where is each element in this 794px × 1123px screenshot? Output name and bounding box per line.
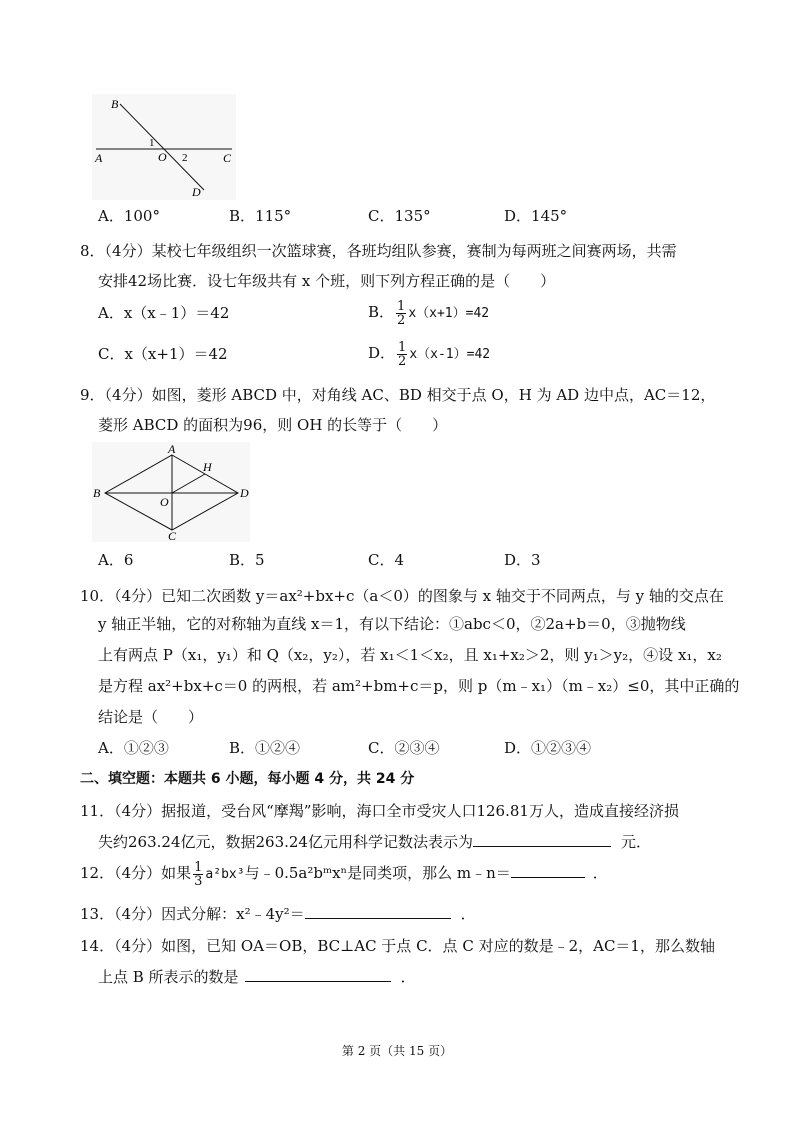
q14-answer-blank[interactable] [245, 968, 391, 982]
q9-option-d: D．3 [504, 551, 541, 569]
q12-end: ． [592, 864, 608, 882]
q8-option-a: A．x（x﹣1）＝42 [98, 304, 230, 322]
segment-oh [172, 474, 205, 493]
q10-option-d: D．①②③④ [504, 739, 592, 757]
fraction-numerator: 1 [397, 298, 406, 314]
label-h: H [203, 460, 212, 474]
label-d: D [240, 486, 249, 500]
fraction-denominator: 2 [397, 312, 406, 328]
q10-line-3: 上有两点 P（x₁，y₁）和 Q（x₂，y₂），若 x₁＜1＜x₂，且 x₁+x₂＞2，则 y₁＞y₂，④设 x₁，x₂ [98, 646, 722, 664]
q8-option-b [368, 297, 489, 329]
q12-mono-expr: a²bx³ [205, 867, 245, 882]
q9-line-1: 9．（4分）如图，菱形 ABCD 中，对角线 AC、BD 相交于点 O，H 为 AD 边中点，AC＝12， [80, 386, 716, 404]
q10-option-c: C．②③④ [368, 739, 440, 757]
q8-line-2: 安排42场比赛．设七年级共有 x 个班，则下列方程正确的是（ ） [98, 272, 556, 290]
label-c: C [223, 151, 232, 165]
q10-line-2: y 轴正半轴，它的对称轴为直线 x＝1，有以下结论：①abc＜0，②2a+b＝0，③抛物线 [98, 615, 686, 633]
q14-end: ． [400, 968, 416, 986]
q8-option-c: C．x（x+1）＝42 [98, 345, 228, 363]
q10-option-a: A．①②③ [98, 739, 169, 757]
q10-line-5: 结论是（ ） [98, 708, 204, 726]
line-bd [120, 104, 204, 190]
q8-option-b-fraction [396, 300, 406, 327]
q9-figure [92, 442, 250, 542]
q8-line-1: 8．（4分）某校七年级组织一次篮球赛，各班均组队参赛，赛制为每两班之间赛两场，共需 [80, 242, 677, 260]
q7-figure [92, 94, 236, 200]
fraction-numerator: 1 [398, 339, 407, 355]
q9-line-2: 菱形 ABCD 的面积为96，则 OH 的长等于（ ） [98, 416, 448, 434]
q9-option-b: B．5 [229, 551, 265, 569]
section-2-title: 二、填空题：本题共 6 小题，每小题 4 分，共 24 分 [80, 771, 415, 787]
label-b: B [93, 486, 101, 500]
q12-line [80, 858, 608, 890]
q8-option-b-expr: x（x+1）=42 [408, 306, 490, 321]
q11-line-1: 11．（4分）据报道，受台风“摩羯”影响，海口全市受灾人口126.81万人，造成直接经济损 [80, 802, 679, 820]
q12-middle: 与﹣0.5a²bᵐxⁿ是同类项，那么 m﹣n＝ [244, 864, 511, 882]
fraction-denominator: 2 [398, 353, 407, 369]
label-o: O [160, 495, 169, 509]
fraction-numerator: 1 [194, 859, 203, 875]
q8-option-d [368, 338, 490, 370]
q14-line-1: 14．（4分）如图，已知 OA＝OB，BC⊥AC 于点 C．点 C 对应的数是﹣2，AC＝1，那么数轴 [80, 937, 715, 955]
label-c: C [168, 529, 177, 542]
q8-option-d-fraction [397, 341, 407, 368]
q8-option-d-expr: x（x-1）=42 [409, 347, 491, 362]
label-d: D [192, 185, 201, 199]
q7-option-d: D．145° [504, 207, 568, 225]
q13-end: ． [460, 905, 476, 923]
q7-figure-svg [92, 94, 236, 200]
label-angle-1: 1 [149, 137, 155, 149]
q10-line-4: 是方程 ax²+bx+c＝0 的两根，若 am²+bm+c＝p，则 p（m﹣x₁）（m﹣x₂）≤0，其中正确的 [98, 677, 740, 695]
q14-line-2-text: 上点 B 所表示的数是 [98, 968, 239, 986]
q7-option-b: B．115° [229, 207, 292, 225]
q11-line-2-end: 元． [620, 833, 651, 851]
q7-option-c: C．135° [368, 207, 431, 225]
fraction-denominator: 3 [194, 873, 203, 889]
q9-option-c: C．4 [368, 551, 405, 569]
q11-answer-blank[interactable] [473, 833, 611, 847]
label-o: O [158, 150, 167, 164]
q13-answer-blank[interactable] [305, 905, 451, 919]
q11-line-2 [98, 832, 651, 852]
q12-fraction [193, 861, 203, 888]
q11-line-2-text: 失约263.24亿元，数据263.24亿元用科学记数法表示为 [98, 833, 473, 851]
q12-answer-blank[interactable] [511, 864, 585, 878]
q10-line-1: 10．（4分）已知二次函数 y＝ax²+bx+c（a＜0）的图象与 x 轴交于不同两点，与 y 轴的交点在 [80, 587, 724, 605]
label-b: B [111, 97, 119, 111]
q8-option-b-prefix: B． [368, 303, 395, 321]
q13-line [80, 904, 476, 924]
label-a: A [168, 442, 176, 456]
label-angle-2: 2 [182, 152, 188, 164]
q14-line-2 [98, 967, 416, 987]
page-footer: 第 2 页（共 15 页） [341, 1044, 453, 1058]
q8-option-d-prefix: D． [368, 344, 396, 362]
q13-prefix: 13．（4分）因式分解：x²﹣4y²＝ [80, 905, 305, 923]
q9-option-a: A．6 [98, 551, 134, 569]
q9-figure-svg [92, 442, 250, 542]
q7-option-a: A．100° [98, 207, 160, 225]
label-a: A [95, 151, 103, 165]
q12-prefix: 12．（4分）如果 [80, 864, 192, 882]
q10-option-b: B．①②④ [229, 739, 301, 757]
